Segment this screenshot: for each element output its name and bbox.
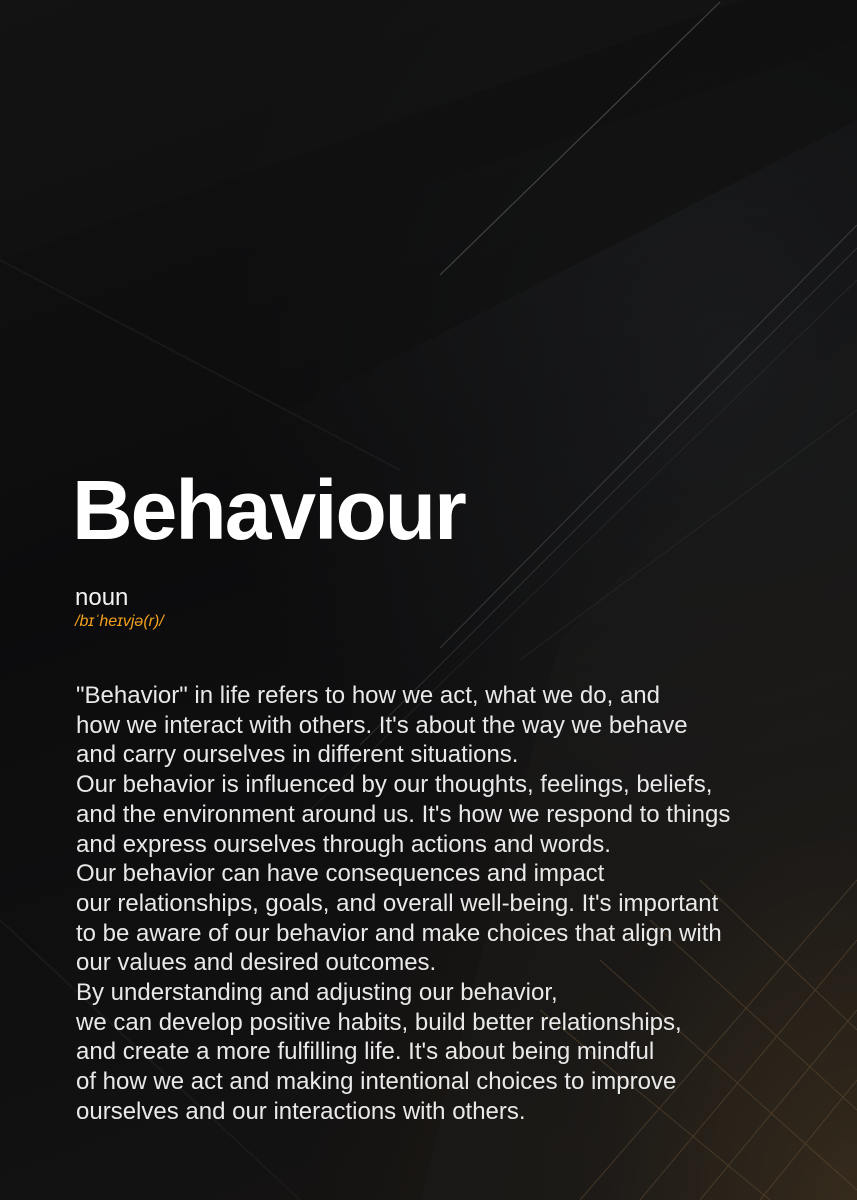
- definition-line: and create a more fulfilling life. It's about being mindful: [76, 1038, 655, 1066]
- definition-text: [76, 681, 816, 1127]
- definition-line: By understanding and adjusting our behavior,: [76, 979, 558, 1007]
- definition-line: we can develop positive habits, build better relationships,: [76, 1008, 682, 1036]
- entry-word: Behaviour: [72, 463, 465, 557]
- definition-line: Our behavior is influenced by our thoughts, feelings, beliefs,: [76, 771, 713, 799]
- definition-line: Our behavior can have consequences and impact: [76, 860, 605, 888]
- pronunciation: /bɪˈheɪvjə(r)/: [75, 613, 164, 630]
- definition-line: and the environment around us. It's how we respond to things: [76, 800, 731, 828]
- definition-line: and carry ourselves in different situations.: [76, 741, 519, 769]
- definition-line: how we interact with others. It's about the way we behave: [76, 711, 688, 739]
- definition-line: our relationships, goals, and overall well-being. It's important: [76, 889, 719, 917]
- definition-line: "Behavior" in life refers to how we act, what we do, and: [76, 682, 661, 709]
- definition-line: to be aware of our behavior and make choices that align with: [76, 919, 722, 947]
- definition-line: and express ourselves through actions and words.: [76, 830, 611, 858]
- part-of-speech: noun: [75, 584, 129, 611]
- definition-line: of how we act and making intentional choices to improve: [76, 1068, 677, 1096]
- definition-line: ourselves and our interactions with others.: [76, 1097, 526, 1125]
- definition-line: our values and desired outcomes.: [76, 949, 437, 977]
